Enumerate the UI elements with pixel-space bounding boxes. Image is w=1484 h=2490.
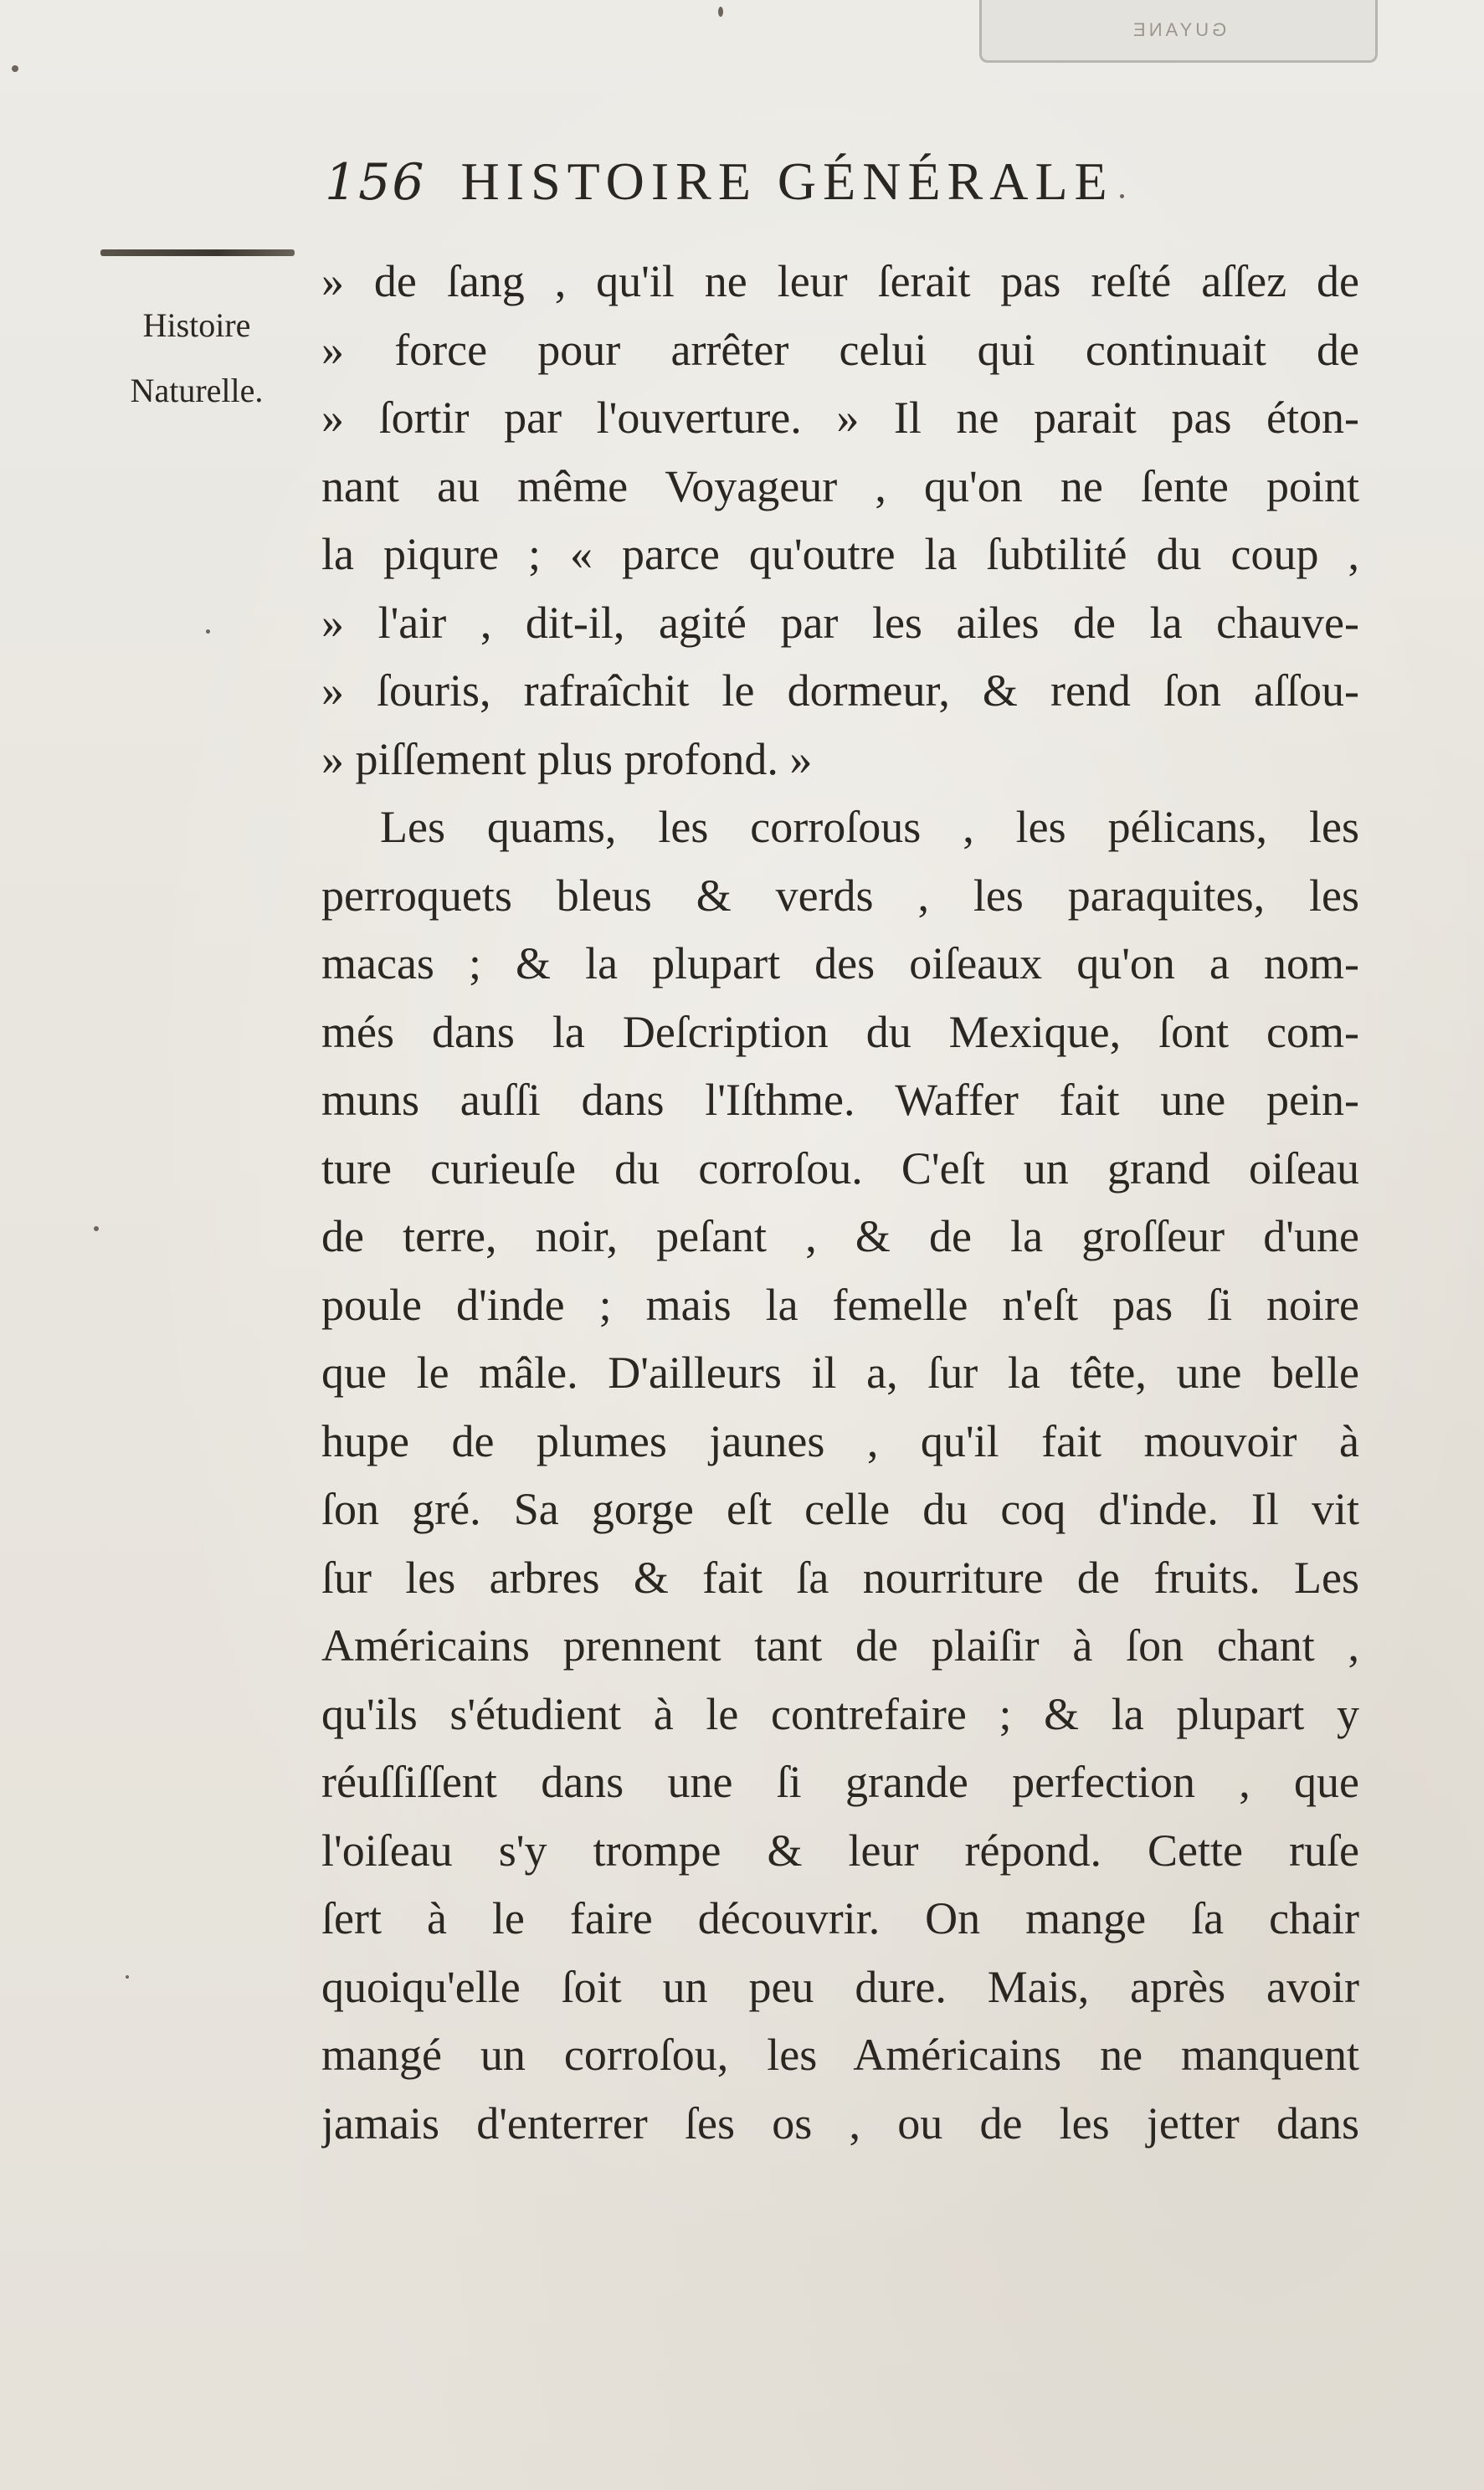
text-line: la piqure ; « parce qu'outre la ſubtilité du coup , (321, 529, 1359, 579)
text-line: ſert à le faire découvrir. On mange ſa chair (321, 1893, 1359, 1943)
text-line: jamais d'enterrer ſes os , ou de les jetter dans (321, 2097, 1359, 2149)
text-line: » piſſement plus profond. » (321, 733, 813, 784)
text-line: » ſortir par l'ouverture. » Il ne parait pas éton- (321, 393, 1359, 443)
running-head-title: HISTOIRE GÉNÉRALE (460, 151, 1114, 211)
text-line: réuſſiſſent dans une ſi grande perfection , que (321, 1757, 1359, 1807)
text-line: Américains prennent tant de plaiſir à ſon chant , (321, 1620, 1359, 1671)
text-line: quoiqu'elle ſoit un peu dure. Mais, après avoir (321, 1961, 1359, 2012)
text-line: » l'air , dit-il, agité par les ailes de la chauve- (321, 597, 1359, 648)
ink-speck (94, 1226, 99, 1231)
ink-speck (12, 65, 18, 72)
body-text (321, 248, 1359, 2158)
text-line: poule d'inde ; mais la femelle n'eſt pas ſi noire (321, 1279, 1359, 1330)
text-line: hupe de plumes jaunes , qu'il fait mouvoir à (321, 1415, 1359, 1466)
ink-speck (718, 7, 723, 17)
paragraph-start-line: Les quams, les corroſous , les pélicans, les (380, 802, 1359, 852)
page-number: 156 (325, 153, 426, 212)
text-line: macas ; & la plupart des oiſeaux qu'on a nom- (321, 938, 1359, 988)
text-line: ſur les arbres & fait ſa nourriture de fruits. Les (321, 1552, 1359, 1603)
text-line: perroquets bleus & verds , les paraquites, les (321, 870, 1359, 921)
text-line: de terre, noir, peſant , & de la groſſeur d'une (321, 1211, 1359, 1261)
text-line: » de ſang , qu'il ne leur ſerait pas reſté aſſez de (321, 256, 1359, 306)
text-line: » force pour arrêter celui qui continuait de (321, 324, 1359, 375)
margin-ornament-rule (100, 249, 295, 256)
text-line: nant au même Voyageur , qu'on ne ſente point (321, 460, 1359, 511)
text-line: que le mâle. D'ailleurs il a, ſur la tête, une belle (321, 1348, 1359, 1398)
margin-note (84, 293, 310, 424)
text-line: muns auſſi dans l'Iſthme. Waffer fait une pein- (321, 1075, 1359, 1125)
text-line: ture curieuſe du corroſou. C'eſt un grand oiſeau (321, 1142, 1359, 1194)
ink-speck (206, 629, 210, 634)
text-line: més dans la Deſcription du Mexique, ſont com- (321, 1006, 1359, 1057)
text-line: qu'ils s'étudient à le contrefaire ; & la plupart y (321, 1688, 1359, 1739)
margin-note-line: Histoire (142, 306, 251, 344)
ink-speck (126, 1975, 129, 1979)
text-line: ſon gré. Sa gorge eſt celle du coq d'inde. Il vit (321, 1484, 1359, 1534)
library-stamp (979, 0, 1378, 63)
library-stamp-text: GUYANE (1130, 19, 1227, 40)
text-line: l'oiſeau s'y trompe & leur répond. Cette ruſe (321, 1825, 1359, 1876)
text-line: » ſouris, rafraîchit le dormeur, & rend ſon aſſou- (321, 665, 1359, 716)
margin-note-line: Naturelle. (130, 372, 264, 409)
text-line: mangé un corroſou, les Américains ne manquent (321, 2030, 1359, 2080)
running-head (325, 151, 1363, 226)
